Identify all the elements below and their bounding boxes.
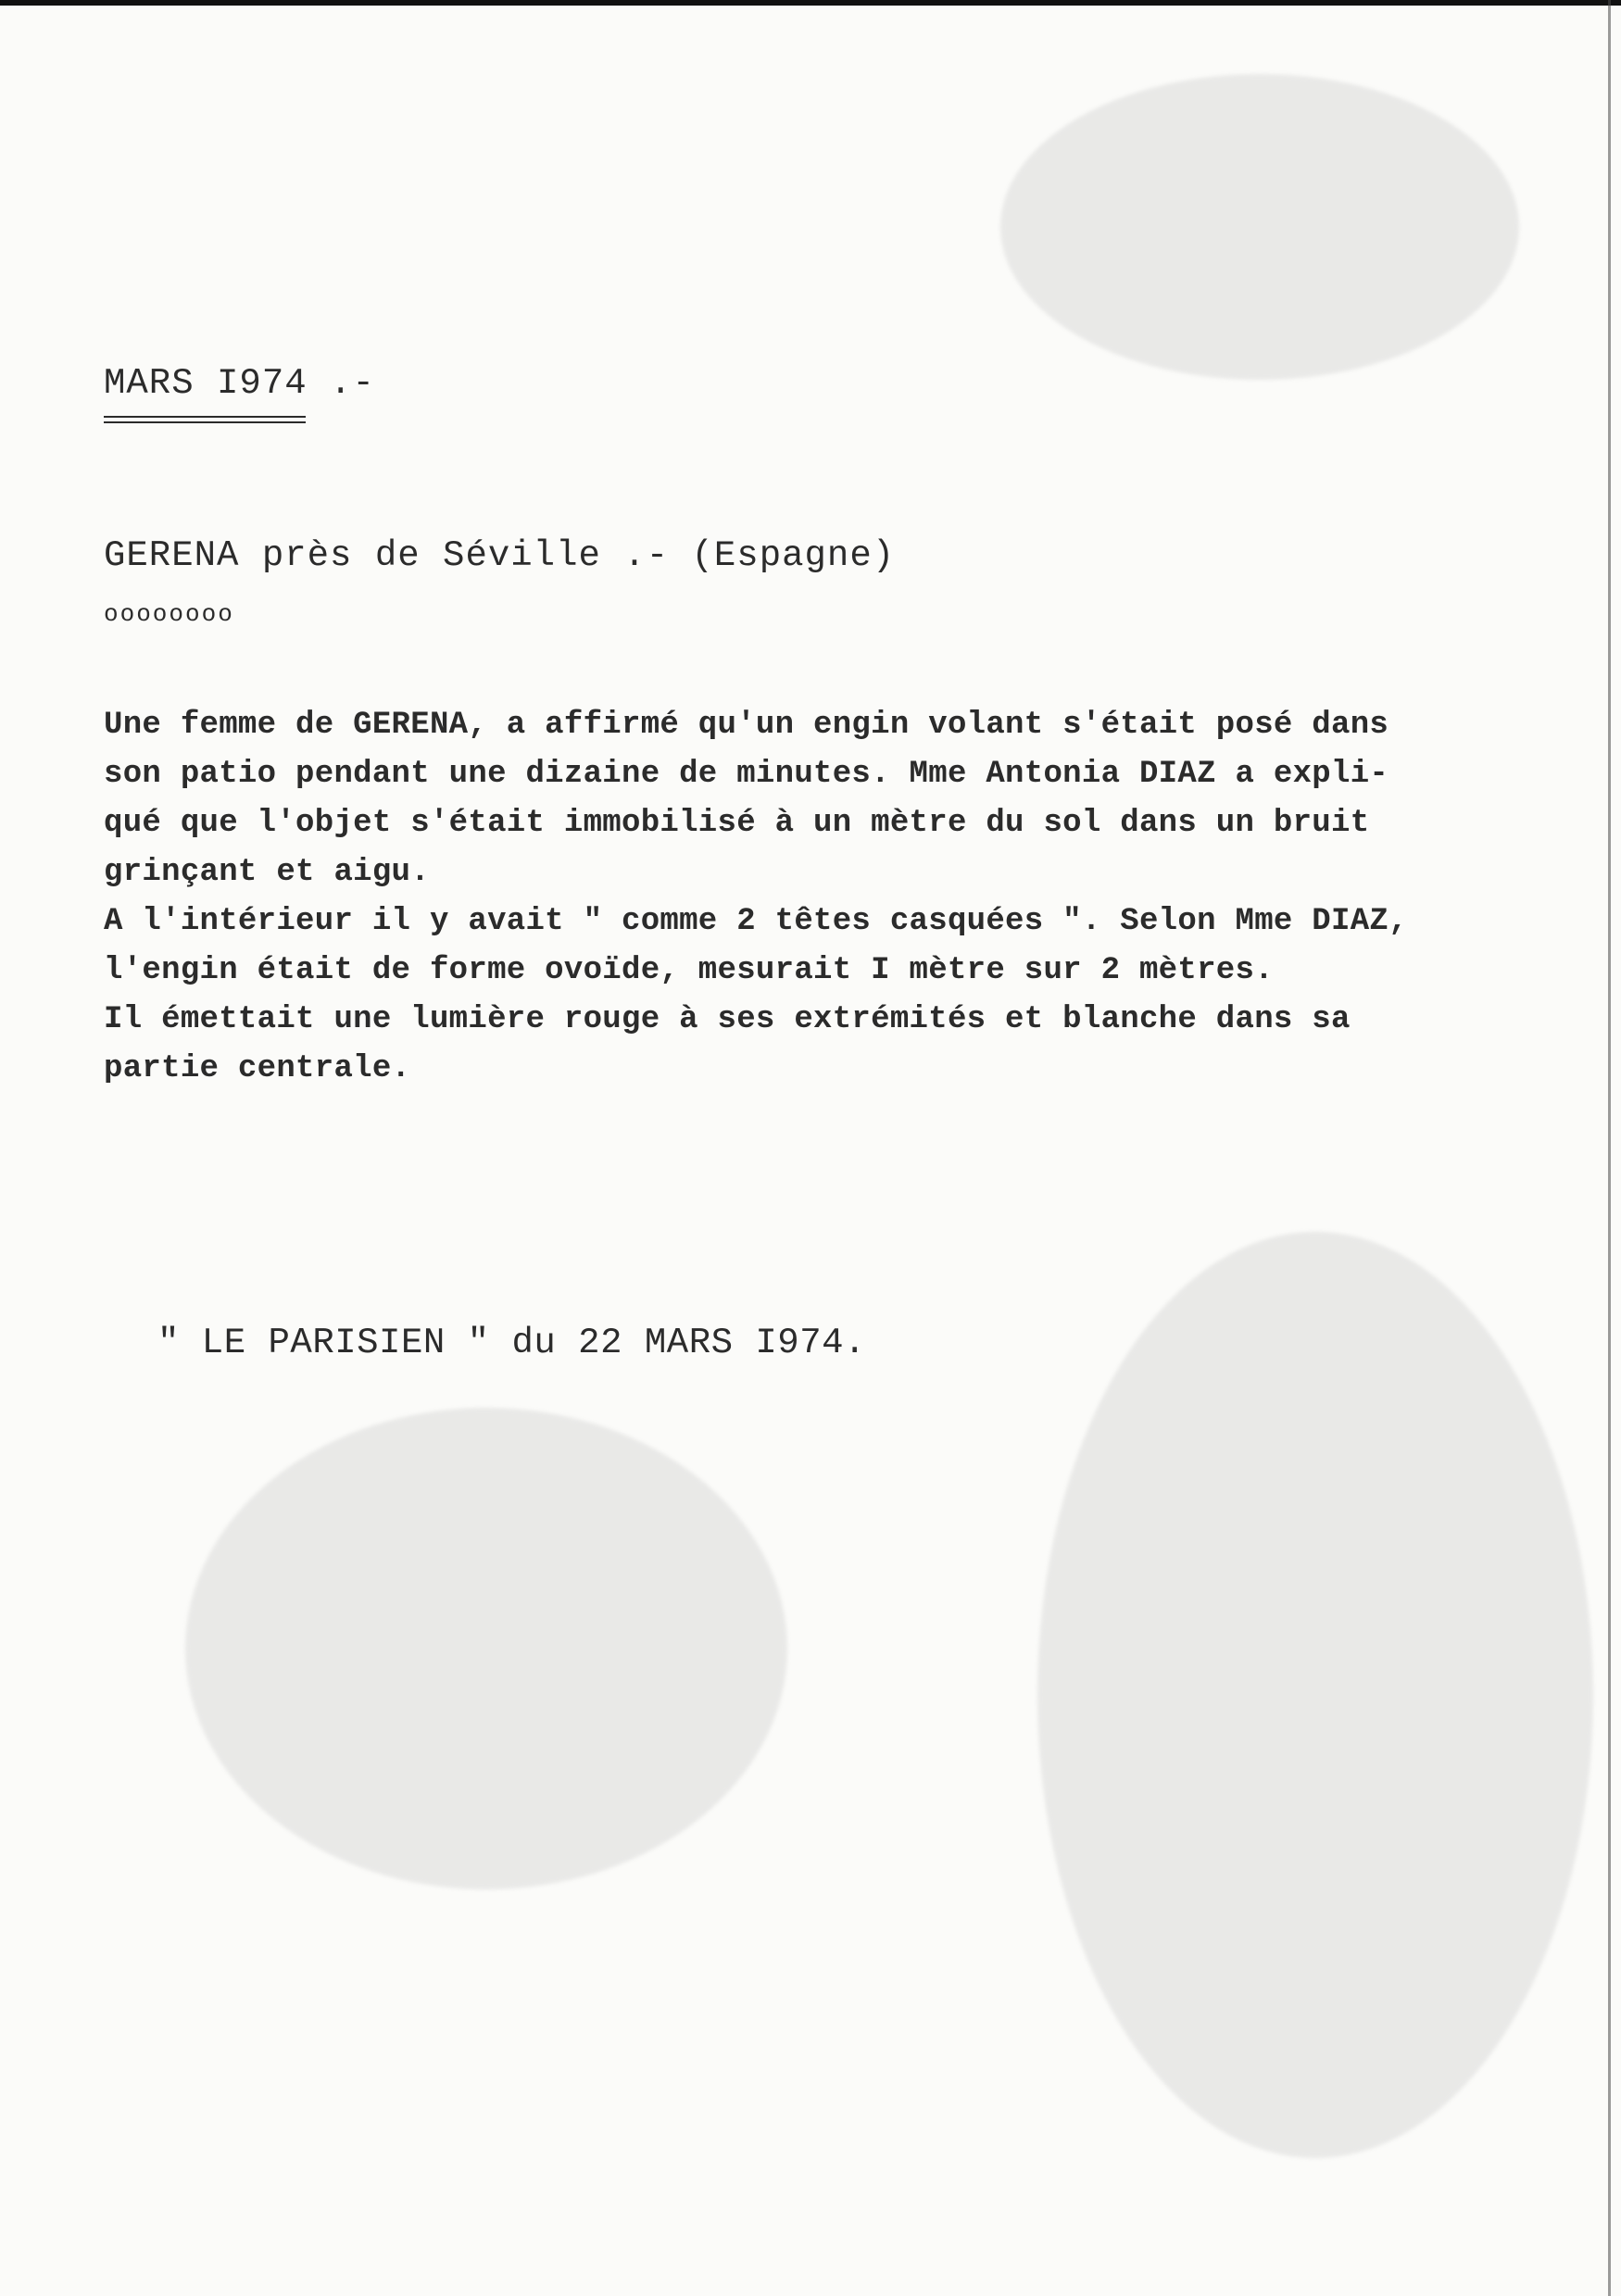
- article-line: Une femme de GERENA, a affirmé qu'un engin volant s'était posé dans: [104, 708, 1389, 743]
- article-line: l'engin était de forme ovoïde, mesurait I mètre sur 2 mètres.: [104, 953, 1274, 988]
- article-body: [104, 708, 1586, 1100]
- article-line: qué que l'objet s'était immobilisé à un mètre du sol dans un bruit: [104, 806, 1370, 841]
- scan-noise: [1037, 1232, 1593, 2158]
- article-line: A l'intérieur il y avait " comme 2 têtes casquées ". Selon Mme DIAZ,: [104, 904, 1408, 939]
- source-citation: " LE PARISIEN " du 22 MARS I974.: [157, 1323, 866, 1363]
- scan-noise: [185, 1408, 787, 1889]
- top-border: [0, 0, 1621, 6]
- article-line: grinçant et aigu.: [104, 855, 430, 890]
- article-line: partie centrale.: [104, 1051, 411, 1086]
- date-heading: MARS I974 .-: [104, 363, 375, 404]
- article-line: Il émettait une lumière rouge à ses extrémités et blanche dans sa: [104, 1002, 1351, 1037]
- right-border: [1608, 0, 1611, 2296]
- scan-noise: [1000, 74, 1519, 380]
- article-line: son patio pendant une dizaine de minutes. Mme Antonia DIAZ a expli-: [104, 757, 1389, 792]
- location-title: GERENA près de Séville .- (Espagne): [104, 535, 896, 576]
- heading-underline: [104, 416, 306, 423]
- title-ornament: oooooooo: [104, 600, 234, 628]
